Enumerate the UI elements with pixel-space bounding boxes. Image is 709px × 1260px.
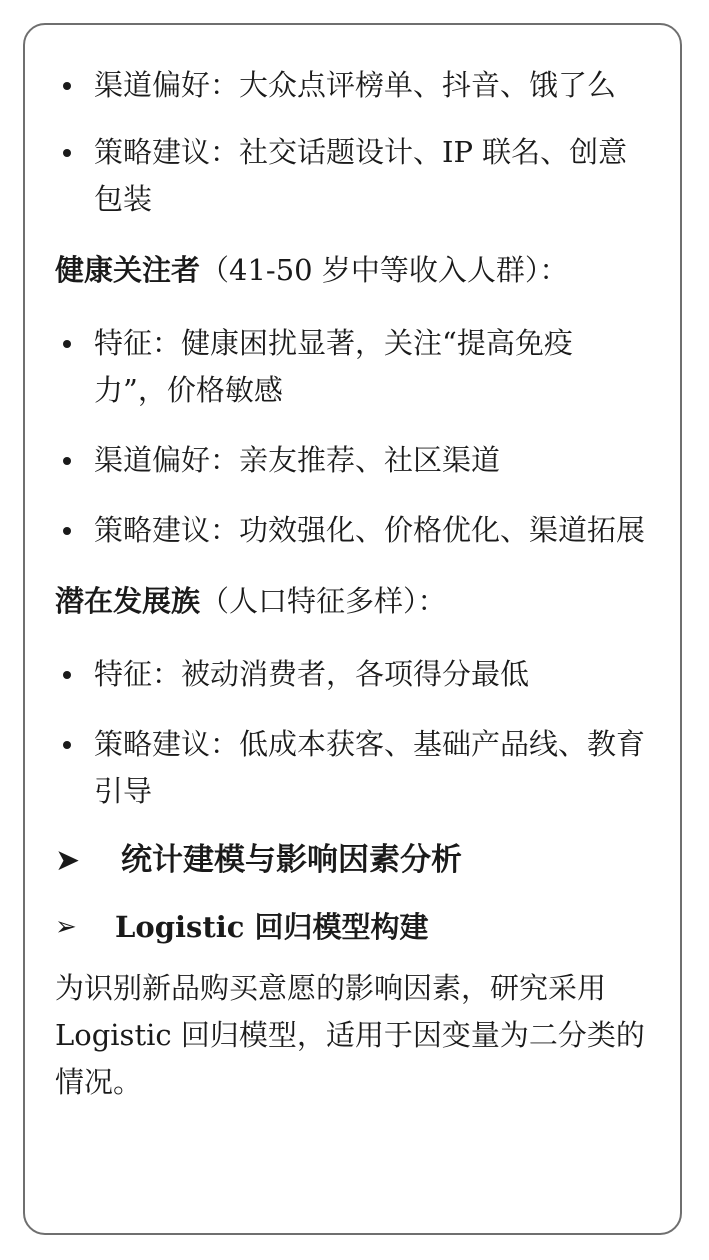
section-heading [55,837,645,884]
list-item-text: 策略建议：社交话题设计、IP 联名、创意包装 [94,135,628,216]
list-item [55,437,645,484]
body-paragraph: 为识别新品购买意愿的影响因素，研究采用 Logistic 回归模型，适用于因变量为二分类的情况。 [55,971,645,1099]
list-item [55,651,645,698]
group2-list [55,320,645,554]
bullet-icon [63,457,71,465]
list-item [55,62,645,109]
list-item-text: 策略建议：功效强化、价格优化、渠道拓展 [94,513,646,547]
group-heading-potential [55,578,645,625]
list-item-text: 策略建议：低成本获客、基础产品线、教育引导 [94,727,646,808]
group3-list [55,651,645,815]
section-title: 统计建模与影响因素分析 [121,842,462,878]
arrowhead-icon: ➤ [55,843,81,878]
group-note: （人口特征多样）： [200,584,447,618]
group-heading-health [55,247,645,294]
list-item-text: 渠道偏好：亲友推荐、社区渠道 [94,443,501,477]
list-item-text: 渠道偏好：大众点评榜单、抖音、饿了么 [94,68,617,102]
bullet-icon [63,741,71,749]
bullet-icon [63,340,71,348]
bullet-icon [63,149,71,157]
group1-list [55,62,645,223]
list-item [55,507,645,554]
subsection-title-latin: Logistic [115,910,255,944]
list-item [55,129,645,223]
list-item [55,721,645,815]
subsection-heading [55,904,645,951]
list-item-text: 特征：健康困扰显著，关注“提高免疫力”，价格敏感 [94,326,573,407]
group-title: 潜在发展族 [55,584,201,618]
bullet-icon [63,671,71,679]
bullet-icon [63,82,71,90]
document-content [55,62,645,1106]
arrow-outline-icon: ➢ [55,912,77,942]
list-item [55,320,645,414]
subsection-title-cjk: 回归模型构建 [254,910,429,944]
group-note: （41-50 岁中等收入人群）： [200,253,569,287]
group-title: 健康关注者 [55,253,201,287]
bullet-icon [63,527,71,535]
list-item-text: 特征：被动消费者，各项得分最低 [94,657,530,691]
